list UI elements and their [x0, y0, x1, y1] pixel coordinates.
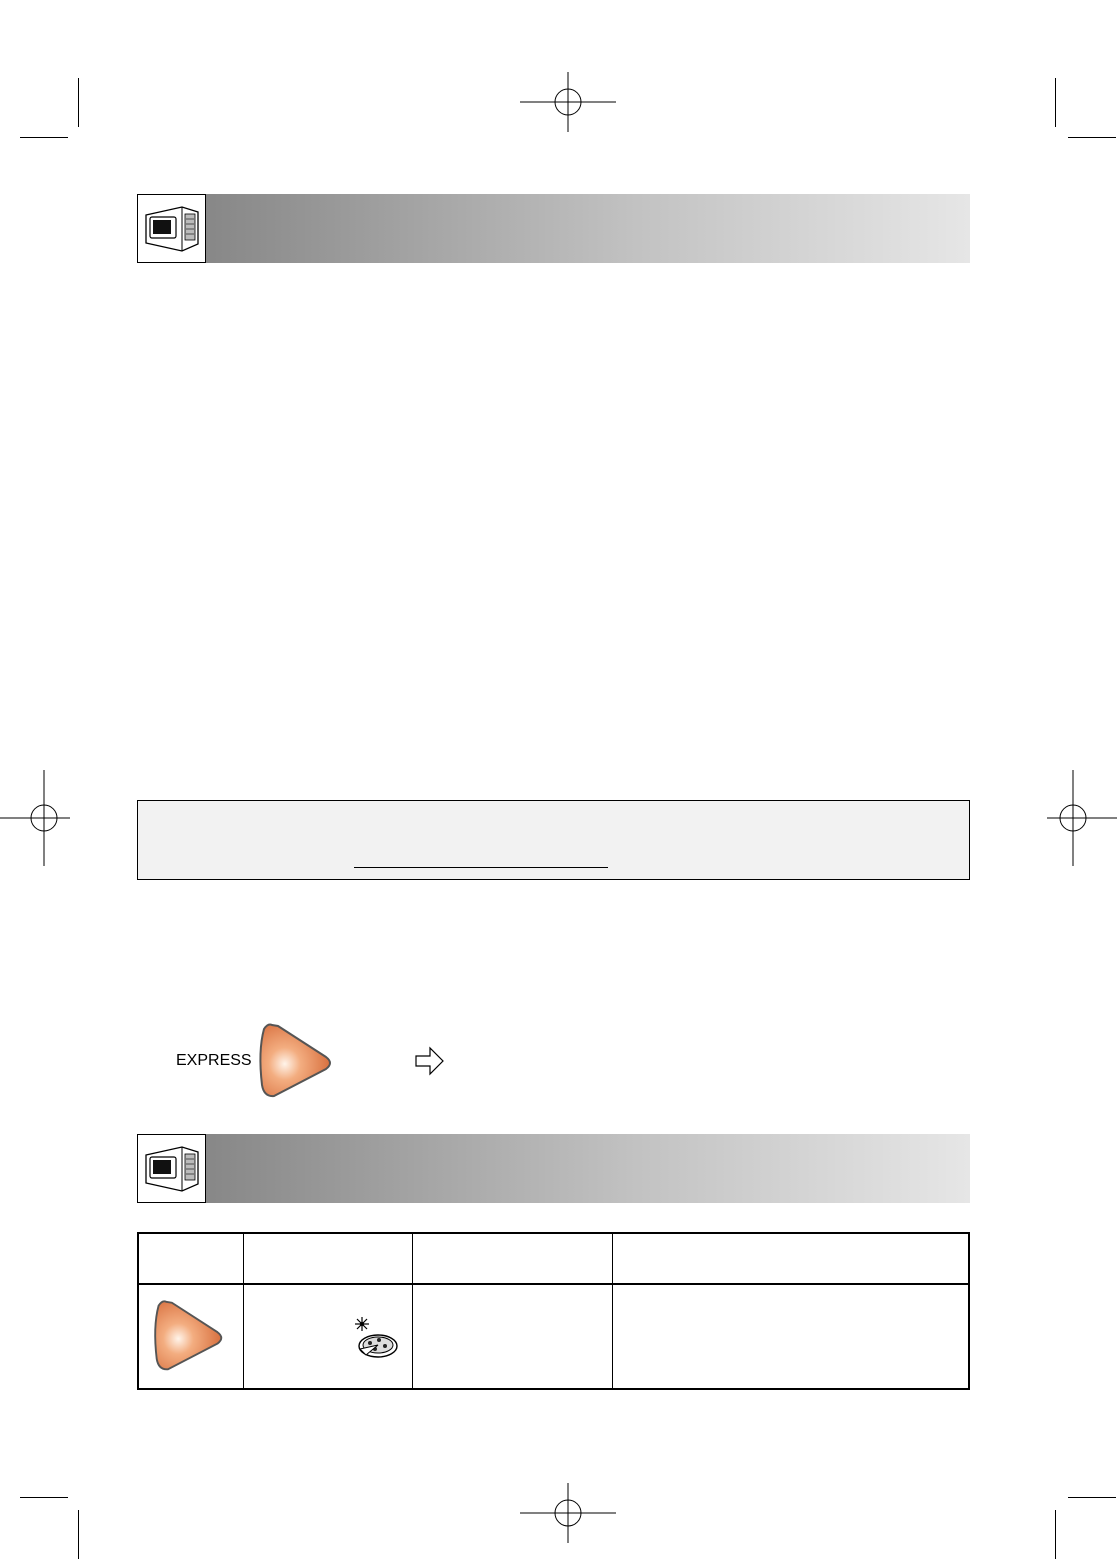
registration-mark-icon — [0, 770, 96, 866]
microwave-icon — [137, 194, 206, 263]
note-underline — [354, 867, 608, 868]
table-header-cell — [413, 1233, 613, 1284]
express-label: EXPRESS — [176, 1052, 252, 1069]
table-header-cell — [613, 1233, 970, 1284]
registration-mark-icon — [520, 54, 616, 150]
table-header-cell — [244, 1233, 413, 1284]
crop-mark — [1055, 78, 1056, 127]
table-cell — [613, 1284, 970, 1389]
crop-mark — [20, 1497, 68, 1498]
table-row — [138, 1284, 969, 1389]
registration-mark-icon — [520, 1465, 616, 1561]
crop-mark — [78, 78, 79, 127]
express-button-icon — [151, 1298, 227, 1374]
right-arrow-outline-icon — [414, 1045, 446, 1077]
frozen-pizza-icon — [352, 1315, 400, 1361]
express-button[interactable] — [256, 1021, 336, 1101]
note-box — [137, 800, 970, 880]
crop-mark — [1068, 1497, 1116, 1498]
section-header — [137, 194, 970, 263]
table-cell — [138, 1284, 244, 1389]
express-table — [137, 1232, 970, 1390]
table-header-cell — [138, 1233, 244, 1284]
crop-mark — [20, 137, 68, 138]
table-cell — [413, 1284, 613, 1389]
crop-mark — [1055, 1510, 1056, 1559]
table-cell — [244, 1284, 413, 1389]
crop-mark — [1068, 137, 1116, 138]
section-header — [137, 1134, 970, 1203]
registration-mark-icon — [1021, 770, 1117, 866]
crop-mark — [78, 1510, 79, 1559]
table-header-row — [138, 1233, 969, 1284]
microwave-icon — [137, 1134, 206, 1203]
